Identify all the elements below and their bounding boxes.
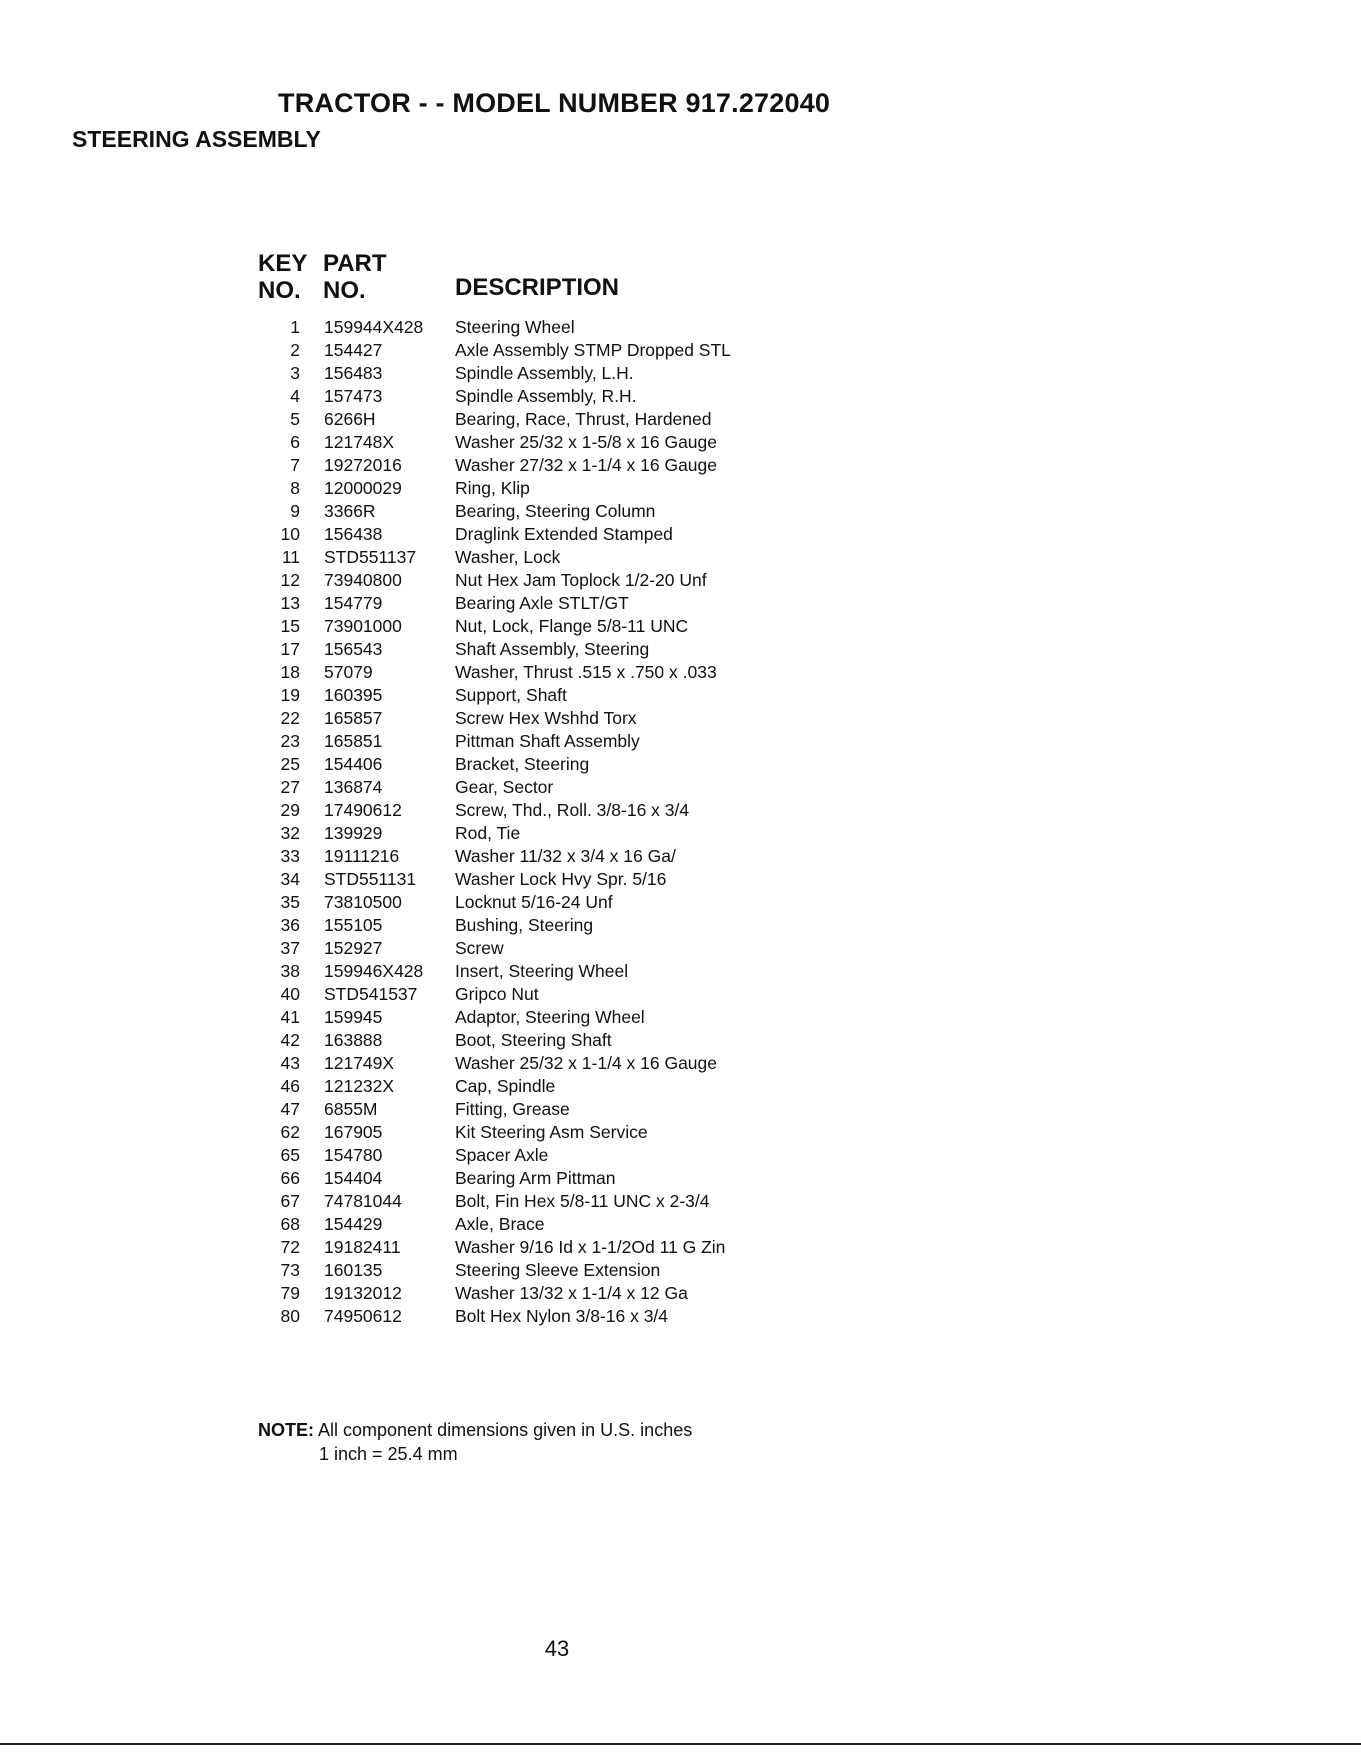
key-no-cell: 17 xyxy=(280,639,300,659)
table-row xyxy=(258,914,798,937)
description-cell: Bracket, Steering xyxy=(455,754,590,774)
part-no-cell: 160135 xyxy=(324,1260,383,1280)
part-no-cell: 159945 xyxy=(324,1007,383,1027)
table-row xyxy=(258,1098,798,1121)
key-no-cell: 46 xyxy=(280,1076,300,1096)
key-no-cell: 25 xyxy=(280,754,300,774)
part-no-cell: 167905 xyxy=(324,1122,383,1142)
table-row xyxy=(258,845,798,868)
description-cell: Gear, Sector xyxy=(455,777,554,797)
part-no-cell: 73901000 xyxy=(324,616,402,636)
description-cell: Washer 11/32 x 3/4 x 16 Ga/ xyxy=(455,846,676,866)
key-no-cell: 66 xyxy=(280,1168,300,1188)
part-no-cell: 159946X428 xyxy=(324,961,424,981)
note-label: NOTE: xyxy=(258,1420,314,1440)
description-cell: Steering Wheel xyxy=(455,317,575,337)
table-row xyxy=(258,454,798,477)
description-cell: Bearing, Race, Thrust, Hardened xyxy=(455,409,712,429)
part-no-cell: 154427 xyxy=(324,340,383,360)
note xyxy=(258,1418,692,1466)
description-cell: Washer 25/32 x 1-1/4 x 16 Gauge xyxy=(455,1053,718,1073)
part-no-cell: 3366R xyxy=(324,501,376,521)
table-row xyxy=(258,431,798,454)
key-no-cell: 22 xyxy=(280,708,300,728)
description-cell: Shaft Assembly, Steering xyxy=(455,639,650,659)
table-row xyxy=(258,523,798,546)
part-no-cell: 165857 xyxy=(324,708,383,728)
key-no-cell: 67 xyxy=(280,1191,300,1211)
page-number: 43 xyxy=(544,1636,570,1661)
description-cell: Cap, Spindle xyxy=(455,1076,556,1096)
description-cell: Insert, Steering Wheel xyxy=(455,961,629,981)
description-cell: Bolt, Fin Hex 5/8-11 UNC x 2-3/4 xyxy=(455,1191,710,1211)
table-row xyxy=(258,753,798,776)
description-cell: Pittman Shaft Assembly xyxy=(455,731,640,751)
key-no-cell: 15 xyxy=(280,616,300,636)
table-row xyxy=(258,730,798,753)
table-row xyxy=(258,1029,798,1052)
part-no-cell: 159944X428 xyxy=(324,317,424,337)
description-cell: Axle Assembly STMP Dropped STL xyxy=(455,340,731,360)
part-no-cell: 121232X xyxy=(324,1076,395,1096)
description-cell: Boot, Steering Shaft xyxy=(455,1030,612,1050)
key-no-cell: 23 xyxy=(280,731,300,751)
table-row xyxy=(258,592,798,615)
description-cell: Screw xyxy=(455,938,504,958)
table-row xyxy=(258,316,798,339)
part-no-cell: 6266H xyxy=(324,409,376,429)
table-row xyxy=(258,891,798,914)
part-no-cell: 154404 xyxy=(324,1168,383,1188)
description-cell: Nut Hex Jam Toplock 1/2-20 Unf xyxy=(455,570,707,590)
table-row xyxy=(258,937,798,960)
note-line1 xyxy=(258,1418,692,1442)
key-no-cell: 5 xyxy=(290,409,300,429)
key-no-cell: 32 xyxy=(280,823,300,843)
key-no-cell: 37 xyxy=(280,938,300,958)
key-no-cell: 27 xyxy=(280,777,300,797)
description-cell: Washer 13/32 x 1-1/4 x 12 Ga xyxy=(455,1283,688,1303)
key-no-cell: 8 xyxy=(290,478,300,498)
key-no-cell: 12 xyxy=(280,570,300,590)
key-no-cell: 80 xyxy=(280,1306,300,1326)
part-no-cell: 154406 xyxy=(324,754,383,774)
key-no-cell: 13 xyxy=(280,593,300,613)
section-heading: STEERING ASSEMBLY xyxy=(72,126,321,152)
table-row xyxy=(258,1052,798,1075)
part-no-cell: 19182411 xyxy=(324,1237,401,1257)
part-no-cell: 152927 xyxy=(324,938,383,958)
table-row xyxy=(258,1144,798,1167)
part-no-cell: 6855M xyxy=(324,1099,378,1119)
description-cell: Bushing, Steering xyxy=(455,915,594,935)
part-no-cell: STD541537 xyxy=(324,984,418,1004)
part-no-cell: 155105 xyxy=(324,915,383,935)
key-no-cell: 1 xyxy=(290,317,300,337)
table-row xyxy=(258,362,798,385)
description-cell: Washer Lock Hvy Spr. 5/16 xyxy=(455,869,667,889)
note-conversion: 1 inch = 25.4 mm xyxy=(319,1444,458,1464)
part-no-cell: STD551137 xyxy=(324,547,417,567)
table-row xyxy=(258,408,798,431)
description-cell: Spacer Axle xyxy=(455,1145,549,1165)
table-row xyxy=(258,385,798,408)
description-cell: Bearing, Steering Column xyxy=(455,501,656,521)
key-no-cell: 40 xyxy=(280,984,300,1004)
description-cell: Screw, Thd., Roll. 3/8-16 x 3/4 xyxy=(455,800,690,820)
key-no-cell: 43 xyxy=(280,1053,300,1073)
table-row xyxy=(258,1305,798,1328)
part-header-line1: PART xyxy=(323,250,387,277)
description-cell: Adaptor, Steering Wheel xyxy=(455,1007,645,1027)
key-no-cell: 9 xyxy=(290,501,300,521)
key-no-cell: 19 xyxy=(280,685,300,705)
part-no-cell: 73940800 xyxy=(324,570,402,590)
part-no-cell: 121749X xyxy=(324,1053,395,1073)
description-cell: Support, Shaft xyxy=(455,685,567,705)
table-row xyxy=(258,960,798,983)
table-row xyxy=(258,1259,798,1282)
part-no-cell: STD551131 xyxy=(324,869,417,889)
description-cell: Locknut 5/16-24 Unf xyxy=(455,892,613,912)
key-no-cell: 7 xyxy=(290,455,300,475)
part-no-cell: 136874 xyxy=(324,777,383,797)
part-no-cell: 19132012 xyxy=(324,1283,402,1303)
table-row xyxy=(258,1075,798,1098)
key-no-cell: 72 xyxy=(280,1237,300,1257)
part-no-cell: 154779 xyxy=(324,593,383,613)
part-no-cell: 139929 xyxy=(324,823,383,843)
description-cell: Steering Sleeve Extension xyxy=(455,1260,661,1280)
note-text: All component dimensions given in U.S. inches xyxy=(318,1420,693,1440)
key-no-cell: 68 xyxy=(280,1214,300,1234)
bottom-rule xyxy=(0,1743,1361,1745)
key-no-cell: 36 xyxy=(280,915,300,935)
table-row xyxy=(258,1282,798,1305)
key-header-line1: KEY xyxy=(258,250,308,277)
description-cell: Kit Steering Asm Service xyxy=(455,1122,648,1142)
key-no-cell: 38 xyxy=(280,961,300,981)
description-cell: Bolt Hex Nylon 3/8-16 x 3/4 xyxy=(455,1306,669,1326)
table-row xyxy=(258,707,798,730)
key-no-cell: 34 xyxy=(280,869,300,889)
page-title: TRACTOR - - MODEL NUMBER 917.272040 xyxy=(278,88,831,118)
key-no-cell: 10 xyxy=(280,524,300,544)
table-row xyxy=(258,1236,798,1259)
part-no-cell: 73810500 xyxy=(324,892,402,912)
part-no-cell: 74781044 xyxy=(324,1191,402,1211)
description-cell: Screw Hex Wshhd Torx xyxy=(455,708,637,728)
description-cell: Gripco Nut xyxy=(455,984,539,1004)
part-no-cell: 156438 xyxy=(324,524,383,544)
part-no-header xyxy=(323,250,387,304)
key-no-cell: 2 xyxy=(290,340,300,360)
part-header-line2: NO. xyxy=(323,277,366,304)
key-no-header xyxy=(258,250,307,304)
part-no-cell: 12000029 xyxy=(324,478,402,498)
key-no-cell: 41 xyxy=(280,1007,300,1027)
description-cell: Washer 25/32 x 1-5/8 x 16 Gauge xyxy=(455,432,718,452)
description-cell: Spindle Assembly, R.H. xyxy=(455,386,637,406)
key-no-cell: 65 xyxy=(280,1145,300,1165)
table-row xyxy=(258,1121,798,1144)
description-cell: Spindle Assembly, L.H. xyxy=(455,363,634,383)
description-header: DESCRIPTION xyxy=(455,274,620,301)
table-row xyxy=(258,339,798,362)
part-no-cell: 57079 xyxy=(324,662,373,682)
table-row xyxy=(258,684,798,707)
table-row xyxy=(258,822,798,845)
table-row xyxy=(258,1190,798,1213)
table-row xyxy=(258,1213,798,1236)
key-no-cell: 11 xyxy=(281,547,300,567)
key-no-cell: 35 xyxy=(280,892,300,912)
key-no-cell: 18 xyxy=(280,662,300,682)
table-row xyxy=(258,546,798,569)
key-no-cell: 73 xyxy=(280,1260,300,1280)
description-cell: Ring, Klip xyxy=(455,478,530,498)
part-no-cell: 154429 xyxy=(324,1214,383,1234)
part-no-cell: 19111216 xyxy=(324,846,400,866)
part-no-cell: 157473 xyxy=(324,386,383,406)
part-no-cell: 156483 xyxy=(324,363,383,383)
parts-list xyxy=(258,316,798,1328)
table-row xyxy=(258,799,798,822)
description-cell: Washer, Lock xyxy=(455,547,561,567)
part-no-cell: 154780 xyxy=(324,1145,383,1165)
key-no-cell: 33 xyxy=(280,846,300,866)
description-cell: Washer, Thrust .515 x .750 x .033 xyxy=(455,662,717,682)
description-cell: Draglink Extended Stamped xyxy=(455,524,673,544)
key-no-cell: 3 xyxy=(290,363,300,383)
table-row xyxy=(258,776,798,799)
table-row xyxy=(258,569,798,592)
key-no-cell: 4 xyxy=(290,386,300,406)
description-cell: Washer 9/16 Id x 1-1/2Od 11 G Zin xyxy=(455,1237,726,1257)
part-no-cell: 17490612 xyxy=(324,800,402,820)
description-cell: Fitting, Grease xyxy=(455,1099,570,1119)
table-row xyxy=(258,1167,798,1190)
description-cell: Washer 27/32 x 1-1/4 x 16 Gauge xyxy=(455,455,718,475)
key-no-cell: 42 xyxy=(280,1030,300,1050)
part-no-cell: 156543 xyxy=(324,639,383,659)
part-no-cell: 121748X xyxy=(324,432,395,452)
description-cell: Nut, Lock, Flange 5/8-11 UNC xyxy=(455,616,689,636)
key-no-cell: 79 xyxy=(280,1283,300,1303)
table-row xyxy=(258,1006,798,1029)
part-no-cell: 165851 xyxy=(324,731,383,751)
description-cell: Axle, Brace xyxy=(455,1214,545,1234)
description-cell: Rod, Tie xyxy=(455,823,521,843)
table-row xyxy=(258,615,798,638)
key-no-cell: 47 xyxy=(280,1099,300,1119)
key-no-cell: 29 xyxy=(280,800,300,820)
part-no-cell: 163888 xyxy=(324,1030,383,1050)
key-header-line2: NO. xyxy=(258,277,301,304)
table-row xyxy=(258,477,798,500)
table-row xyxy=(258,661,798,684)
part-no-cell: 160395 xyxy=(324,685,383,705)
part-no-cell: 74950612 xyxy=(324,1306,402,1326)
table-row xyxy=(258,638,798,661)
table-row xyxy=(258,500,798,523)
part-no-cell: 19272016 xyxy=(324,455,402,475)
description-cell: Bearing Axle STLT/GT xyxy=(455,593,629,613)
table-row xyxy=(258,868,798,891)
key-no-cell: 62 xyxy=(280,1122,300,1142)
description-cell: Bearing Arm Pittman xyxy=(455,1168,616,1188)
table-row xyxy=(258,983,798,1006)
key-no-cell: 6 xyxy=(290,432,300,452)
